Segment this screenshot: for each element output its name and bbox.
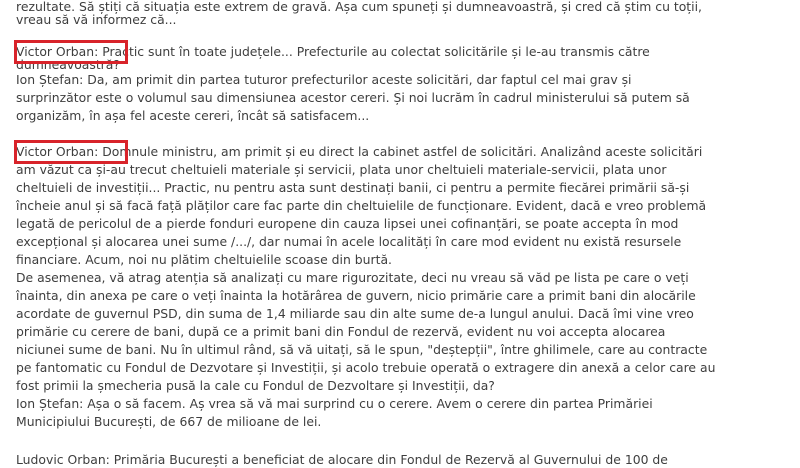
text-line: am văzut ca și-au trecut cheltuieli materiale și servicii, plata unor cheltuieli materiale-servicii, plata unor	[16, 162, 667, 177]
text-line	[16, 12, 786, 27]
text-line: surprinzător este o volumul sau dimensiunea acestor cereri. Și noi lucrăm în cadrul ministerului să putem să	[16, 90, 690, 105]
text-line: Ion Ștefan: Da, am primit din partea tuturor prefecturilor aceste solicitări, dar faptul cel mai grav și	[16, 72, 632, 87]
text-line-victor-orban: Victor Orban: Domnule ministru, am primit și eu direct la cabinet astfel de solicitări. Analizând aceste solicitări	[16, 144, 703, 159]
text-line: Ludovic Orban: Primăria București a beneficiat de alocare din Fondul de Rezervă al Guvernului de 100 de	[16, 452, 668, 467]
text-line: încheie anul și să facă față plăților care fac parte din cheltuielile de funcționare. Evident, dacă e vreo problemă	[16, 198, 707, 213]
text-line-content: vreau să vă informez că...	[16, 12, 177, 27]
text-line-victor-orban: Victor Orban: Practic sunt în toate județele... Prefecturile au colectat solicitările și le-au transmis către	[16, 44, 650, 59]
text-line: Municipiului București, de 667 de milioane de lei.	[16, 414, 322, 429]
text-line: De asemenea, vă atrag atenția să analizați cu mare rigurozitate, deci nu vreau să văd pe lista pe care o veți	[16, 270, 689, 285]
text-line: înainta, din anexa pe care o veți înainta la hotărârea de guvern, nicio primărie care a primit bani din alocările	[16, 288, 696, 303]
text-line: pe fantomatic cu Fondul de Dezvotare și Investiții, și acolo trebuie operată o extragere din anexă a celor care au	[16, 360, 716, 375]
speaker-highlight-box	[14, 140, 128, 164]
text-line: financiare. Acum, noi nu plătim cheltuielile scoase din burtă.	[16, 252, 392, 267]
text-line: fost primii la șmecheria pusă la cale cu Fondul de Dezvoltare și Investiții, da?	[16, 378, 495, 393]
text-line: legată de pericolul de a pierde fonduri europene din cauza lipsei unei cofinanțări, se poate accepta în mod	[16, 216, 679, 231]
text-line: acordate de guvernul PSD, din suma de 1,4 miliarde sau din alte sume de-a lungul anului. Dacă îmi vine vreo	[16, 306, 694, 321]
text-line-content: dumneavoastră?	[16, 57, 120, 72]
text-line: cheltuieli de investiții... Practic, nu pentru asta sunt destinați banii, ci pentru a permite fiecărei primării să-și	[16, 180, 690, 195]
text-line: primărie cu cerere de bani, după ce a primit bani din Fondul de rezervă, evident nu voi accepta alocarea	[16, 324, 666, 339]
speaker-highlight-box	[14, 40, 128, 64]
text-line: niciunei sume de bani. Nu în ultimul rând, să vă uitați, să le spun, "deștepții", între ghilimele, care au contracte	[16, 342, 708, 357]
text-line: rezultate. Să știți că situația este extrem de gravă. Așa cum spuneți și dumneavoastră, și cred că știm cu toții,	[16, 0, 702, 14]
text-line: organizăm, în așa fel aceste cereri, încât să satisfacem...	[16, 108, 370, 123]
text-line	[16, 57, 786, 72]
text-line: Ion Ștefan: Așa o să facem. Aș vrea să vă mai surprind cu o cerere. Avem o cerere din partea Primăriei	[16, 396, 653, 411]
text-line: excepțional și alocarea unei sume /.../, dar numai în acele localități în care mod evident nu există resursele	[16, 234, 682, 249]
